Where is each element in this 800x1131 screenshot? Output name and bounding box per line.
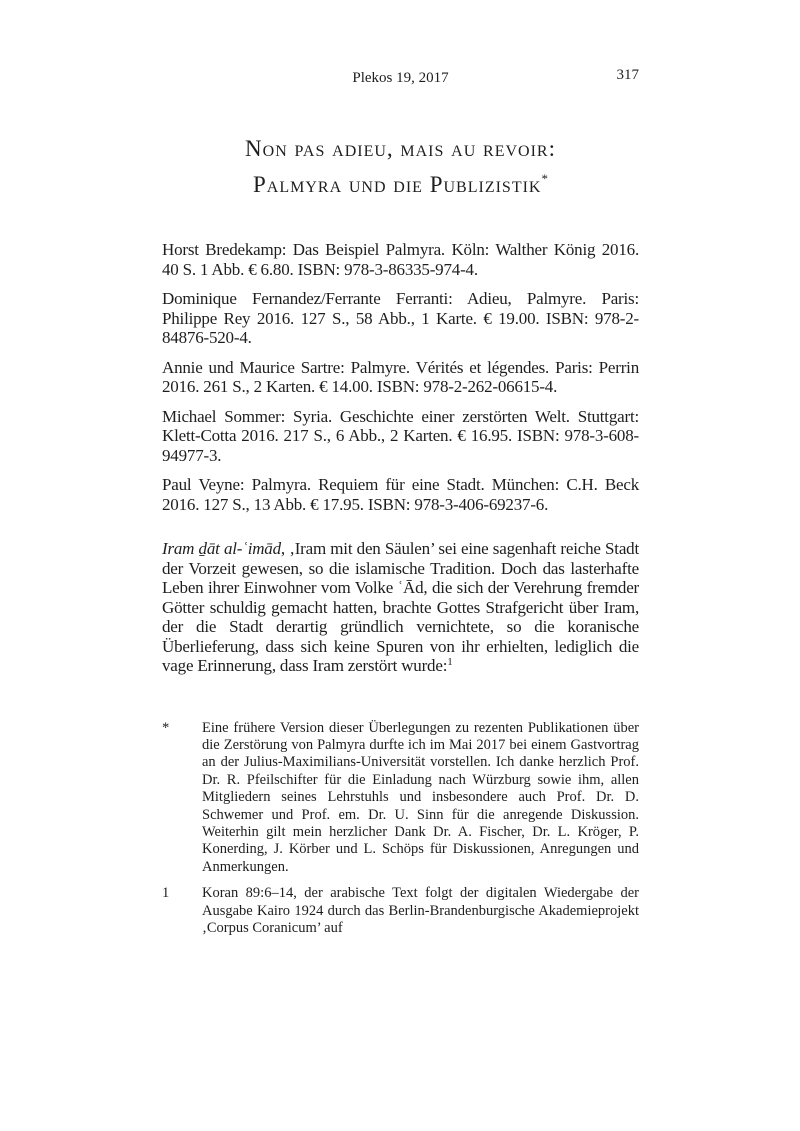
footnote-marker: 1	[162, 885, 170, 902]
running-head	[162, 68, 639, 88]
article-title-line-1: Non pas adieu, mais au revoir:	[245, 136, 556, 161]
lead-paragraph-text: , ‚Iram mit den Säulen’ sei eine sagenhaft reiche Stadt der Vorzeit gewesen, so die islamische Tradition. Doch das lasterhafte Leben ihrer Einwohner vom Volke ʿĀd, die sich der Verehrung fremder Götter schuldig gemacht hatten, brachte Gottes Strafgericht über Iram, der die Stadt derartig gründlich vernichtete, so die koranische Überlieferung, dass sich keine Spuren von ihr erhielten, lediglich die vage Erinnerung, dass Iram zerstört wurde:	[162, 539, 639, 675]
bibliography-entry: Annie und Maurice Sartre: Palmyre. Vérités et légendes. Paris: Perrin 2016. 261 S., 2 Karten. € 14.00. ISBN: 978-2-262-06615-4.	[162, 357, 639, 396]
footnote-1	[162, 885, 639, 937]
footnote-marker: *	[162, 719, 170, 736]
footnotes-section	[162, 720, 639, 938]
bibliography-entry: Paul Veyne: Palmyra. Requiem für eine Stadt. München: C.H. Beck 2016. 127 S., 13 Abb. € 17.95. ISBN: 978-3-406-69237-6.	[162, 475, 639, 514]
footnote-text: Koran 89:6–14, der arabische Text folgt der digitalen Wiedergabe der Ausgabe Kairo 1924 durch das Berlin-Brandenburgische Akademieprojekt ‚Corpus Coranicum’ auf	[202, 885, 639, 936]
article-title	[162, 134, 639, 200]
bibliography-entry: Horst Bredekamp: Das Beispiel Palmyra. Köln: Walther König 2016. 40 S. 1 Abb. € 6.80. ISBN: 978-3-86335-974-4.	[162, 240, 639, 279]
footnote-reference-1: 1	[447, 656, 453, 668]
article-title-line-2: Palmyra und die Publizistik	[253, 172, 542, 197]
journal-title: Plekos 19, 2017	[352, 70, 449, 86]
footnote-asterisk	[162, 720, 639, 877]
bibliography-entry: Dominique Fernandez/Ferrante Ferranti: Adieu, Palmyre. Paris: Philippe Rey 2016. 127 S., 58 Abb., 1 Karte. € 19.00. ISBN: 978-2-84876-520-4.	[162, 289, 639, 347]
footnote-text: Eine frühere Version dieser Überlegungen zu rezenten Publikationen über die Zerstörung von Palmyra durfte ich im Mai 2017 bei einem Gastvortrag an der Julius-Maximilians-Universität vorstellen. Ich danke herzlich Prof. Dr. R. Pfeilschifter für die Einladung nach Würzburg sowie ihm, allen Mitgliedern seines Lehrstuhls und insbesondere auch Prof. Dr. D. Schwemer und Prof. em. Dr. U. Sinn für die anregende Diskussion. Weiterhin gilt mein herzlicher Dank Dr. A. Fischer, Dr. L. Kröger, P. Konerding, J. Körber und L. Schöps für Diskussionen, Anregungen und Anmerkungen.	[202, 719, 639, 875]
title-footnote-marker: *	[541, 171, 548, 186]
page-number: 317	[616, 67, 639, 83]
lead-paragraph	[162, 539, 639, 676]
bibliography-entry: Michael Sommer: Syria. Geschichte einer zerstörten Welt. Stuttgart: Klett-Cotta 2016. 217 S., 6 Abb., 2 Karten. € 16.95. ISBN: 978-3-608-94977-3.	[162, 406, 639, 465]
reviewed-books-list	[162, 240, 639, 514]
transliterated-arabic-term: Iram ḏāt al-ʿimād	[162, 539, 281, 558]
text-column	[162, 0, 639, 946]
